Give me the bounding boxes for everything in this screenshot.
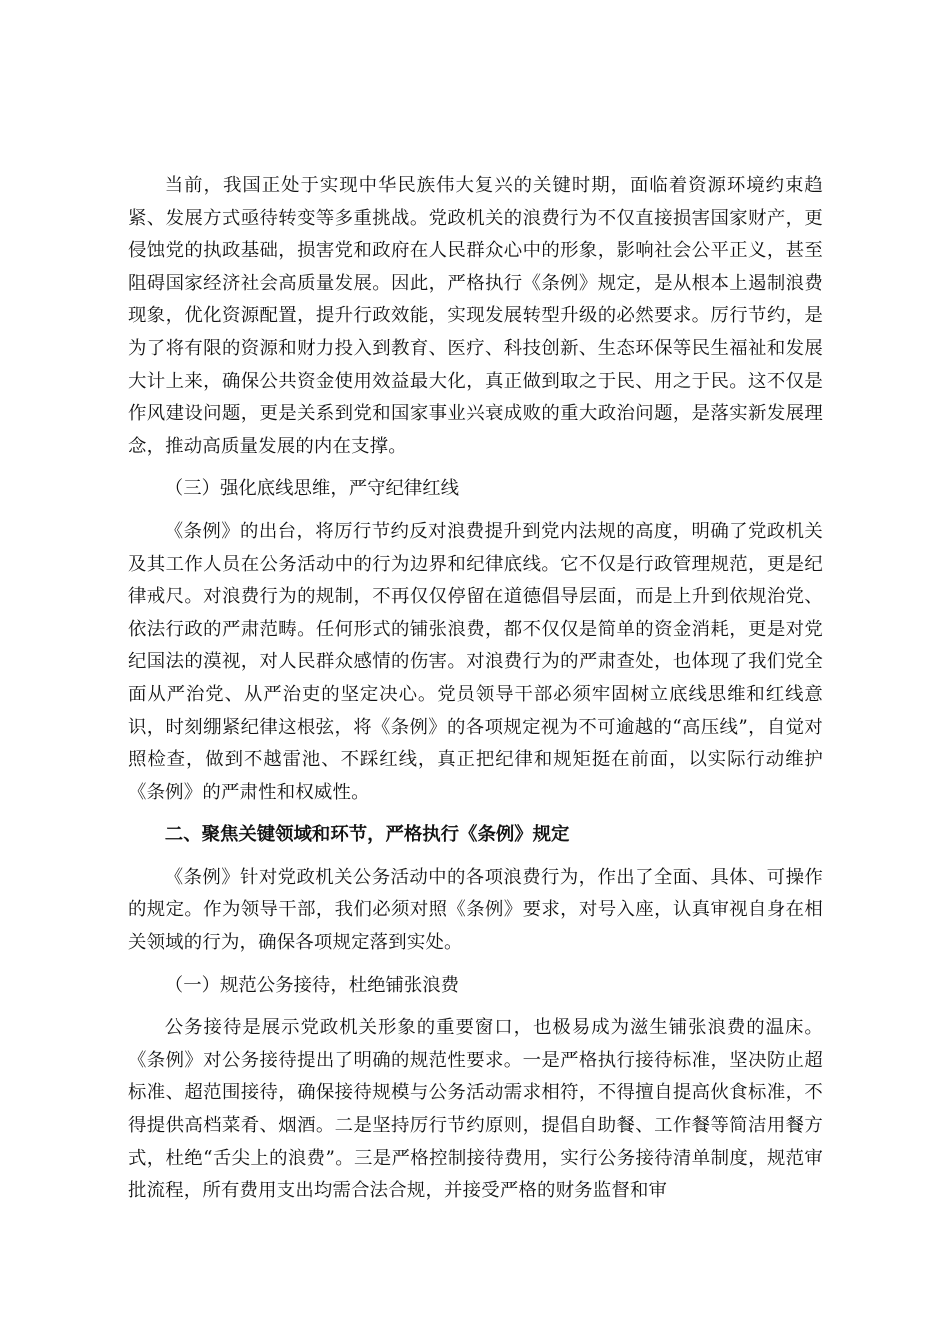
paragraph: 公务接待是展示党政机关形象的重要窗口，也极易成为滋生铺张浪费的温床。《条例》对公务接待提出了明确的规范性要求。一是严格执行接待标准，坚决防止超标准、超范围接待，确保接待规模与公务活动需求相符，不得擅自提高伙食标准，不得提供高档菜肴、烟酒。二是坚持厉行节约原则，提倡自助餐、工作餐等简洁用餐方式，杜绝“舌尖上的浪费”。三是严格控制接待费用，实行公务接待清单制度，规范审批流程，所有费用支出均需合法合规，并接受严格的财务监督和审 bbox=[128, 1017, 823, 1202]
section-subheading: （三）强化底线思维，严守纪律红线 bbox=[164, 478, 460, 500]
paragraph: 《条例》的出台，将厉行节约反对浪费提升到党内法规的高度，明确了党政机关及其工作人员在公务活动中的行为边界和纪律底线。它不仅是行政管理规范，更是纪律戒尺。对浪费行为的规制，不再仅仅停留在道德倡导层面，而是上升到依规治党、依法行政的严肃范畴。任何形式的铺张浪费，都不仅仅是简单的资金消耗，更是对党纪国法的漠视，对人民群众感情的伤害。对浪费行为的严肃查处，也体现了我们党全面从严治党、从严治吏的坚定决心。党员领导干部必须牢固树立底线思维和红线意识，时刻绷紧纪律这根弦，将《条例》的各项规定视为不可逾越的“高压线”，自觉对照检查，做到不越雷池、不踩红线，真正把纪律和规矩挺在前面，以实际行动维护《条例》的严肃性和权威性。 bbox=[128, 520, 823, 803]
document-body bbox=[128, 170, 823, 1208]
paragraph: 当前，我国正处于实现中华民族伟大复兴的关键时期，面临着资源环境约束趋紧、发展方式亟待转变等多重挑战。党政机关的浪费行为不仅直接损害国家财产，更侵蚀党的执政基础，损害党和政府在人民群众心中的形象，影响社会公平正义，甚至阻碍国家经济社会高质量发展。因此，严格执行《条例》规定，是从根本上遏制浪费现象，优化资源配置，提升行政效能，实现发展转型升级的必然要求。厉行节约，是为了将有限的资源和财力投入到教育、医疗、科技创新、生态环保等民生福祉和发展大计上来，确保公共资金使用效益最大化，真正做到取之于民、用之于民。这不仅是作风建设问题，更是关系到党和国家事业兴衰成败的重大政治问题，是落实新发展理念，推动高质量发展的内在支撑。 bbox=[128, 175, 823, 457]
section-heading: 二、聚焦关键领域和环节，严格执行《条例》规定 bbox=[164, 824, 570, 846]
paragraph: 《条例》针对党政机关公务活动中的各项浪费行为，作出了全面、具体、可操作的规定。作为领导干部，我们必须对照《条例》要求，对号入座，认真审视自身在相关领域的行为，确保各项规定落到实处。 bbox=[128, 866, 823, 954]
section-subheading: （一）规范公务接待，杜绝铺张浪费 bbox=[164, 974, 460, 996]
